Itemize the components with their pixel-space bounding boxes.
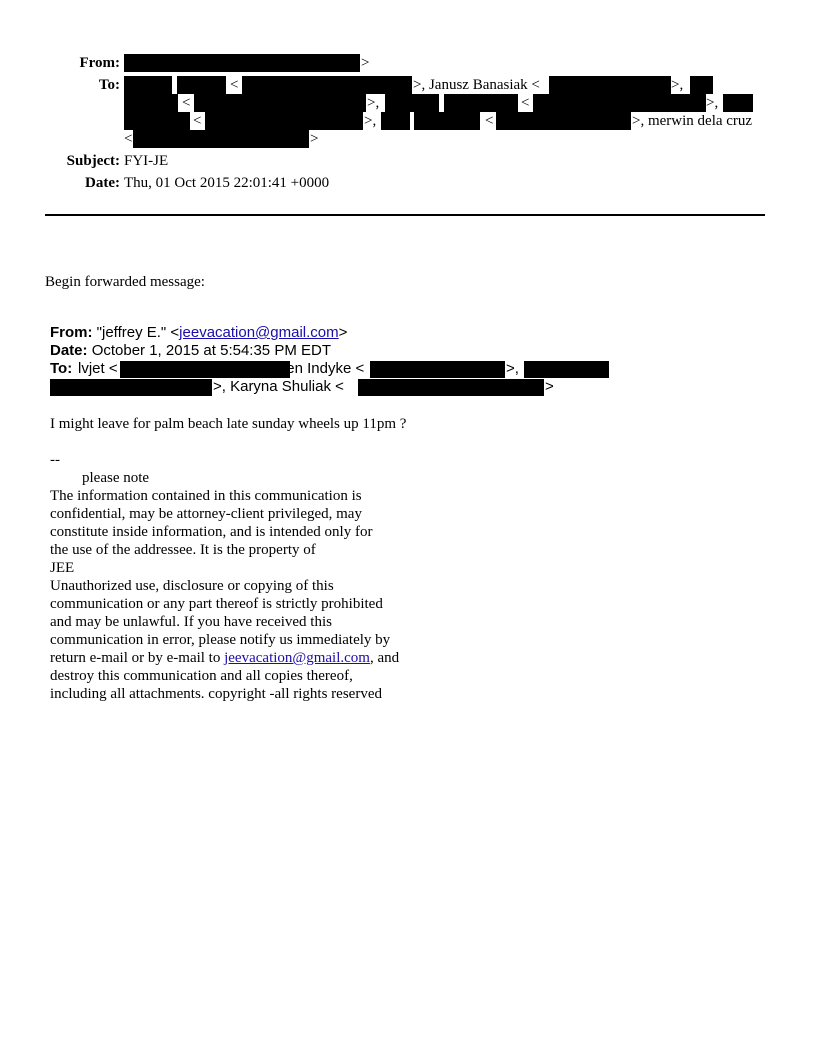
from-label: From: [79,55,120,71]
redaction-block [549,76,671,94]
fwd-to-text: >, [506,360,519,377]
to-text: >, [367,95,380,111]
redaction-block [444,94,518,112]
fwd-to-text: > [545,378,554,395]
to-text: >, [671,77,684,93]
subject-label: Subject: [66,153,120,169]
disclaimer-line: confidential, may be attorney-client privileged, may [50,506,362,522]
redaction-block [385,94,439,112]
redaction-block [414,112,480,130]
to-text: >, Janusz Banasiak < [413,77,540,93]
disclaimer-line: constitute inside information, and is intended only for [50,524,373,540]
redaction-block [124,112,190,130]
redaction-block [496,112,631,130]
redaction-block [242,76,412,94]
to-text: >, [706,95,719,111]
fwd-to-label: To: [50,360,73,377]
disclaimer-email-line [50,649,399,667]
redaction-block [177,76,226,94]
disclaimer-line: The information contained in this communication is [50,488,362,504]
forward-intro: Begin forwarded message: [45,274,205,290]
fwd-to-text: >, Karyna Shuliak < [213,378,344,395]
redaction-block [133,130,309,148]
to-text: < [124,131,133,147]
disclaimer-line: the use of the addressee. It is the property of [50,542,316,558]
to-text: < [521,95,530,111]
disclaimer-line: communication in error, please notify us immediately by [50,632,391,648]
to-text: < [230,77,239,93]
disclaimer-line: including all attachments. copyright -all rights reserved [50,686,382,702]
to-label: To: [98,77,120,93]
disclaimer-line: communication or any part thereof is strictly prohibited [50,596,383,612]
subject-value: FYI-JE [124,153,169,169]
redaction-block [381,112,410,130]
disclaimer-line: JEE [50,560,75,576]
disclaimer [50,487,399,703]
signature-separator: -- [50,452,60,468]
to-text: < [193,113,202,129]
please-note: please note [82,470,150,486]
fwd-to-row [50,360,750,378]
disclaimer-email-link[interactable]: jeevacation@gmail.com [224,650,370,666]
fwd-date-value: October 1, 2015 at 5:54:35 PM EDT [91,342,331,359]
fwd-from-label: From: [50,324,93,341]
fwd-from-close: > [338,324,348,341]
redaction-block [358,379,544,396]
header-divider [45,214,765,216]
redaction-block [50,379,212,396]
date-value: Thu, 01 Oct 2015 22:01:41 +0000 [124,175,330,191]
fwd-to-text: lvjet < [78,360,118,377]
to-text: < [182,95,191,111]
redaction-block [524,361,609,378]
fwd-from-row [50,324,347,342]
disclaimer-line: and may be unlawful. If you have received this [50,614,332,630]
to-text: > [310,131,319,147]
redaction-block [124,94,178,112]
disclaimer-line: destroy this communication and all copies thereof, [50,668,353,684]
redaction-block [194,94,366,112]
to-text: >, merwin dela cruz [632,113,753,129]
to-text: >, [364,113,377,129]
fwd-date-row [50,342,331,360]
redaction-block [370,361,505,378]
redaction-block [690,76,713,94]
fwd-to-row-2 [50,378,750,396]
redaction-block [533,94,706,112]
disclaimer-line: Unauthorized use, disclosure or copying of this [50,578,334,594]
fwd-date-label: Date: [50,342,88,359]
disclaimer-email-prefix: return e-mail or by e-mail to [50,650,225,666]
redaction-block [205,112,363,130]
redaction-block [124,54,360,72]
redaction-block [124,76,172,94]
redaction-block [723,94,753,112]
to-text: < [485,113,494,129]
date-label: Date: [85,175,120,191]
disclaimer-email-suffix: , and [369,650,400,666]
fwd-to-text: >, Darren Indyke < [240,360,365,377]
fwd-from-email-link[interactable]: jeevacation@gmail.com [179,324,339,341]
from-close: > [361,55,370,71]
fwd-from-name: "jeffrey E." < [96,324,180,341]
message-text: I might leave for palm beach late sunday wheels up 11pm ? [50,416,407,432]
